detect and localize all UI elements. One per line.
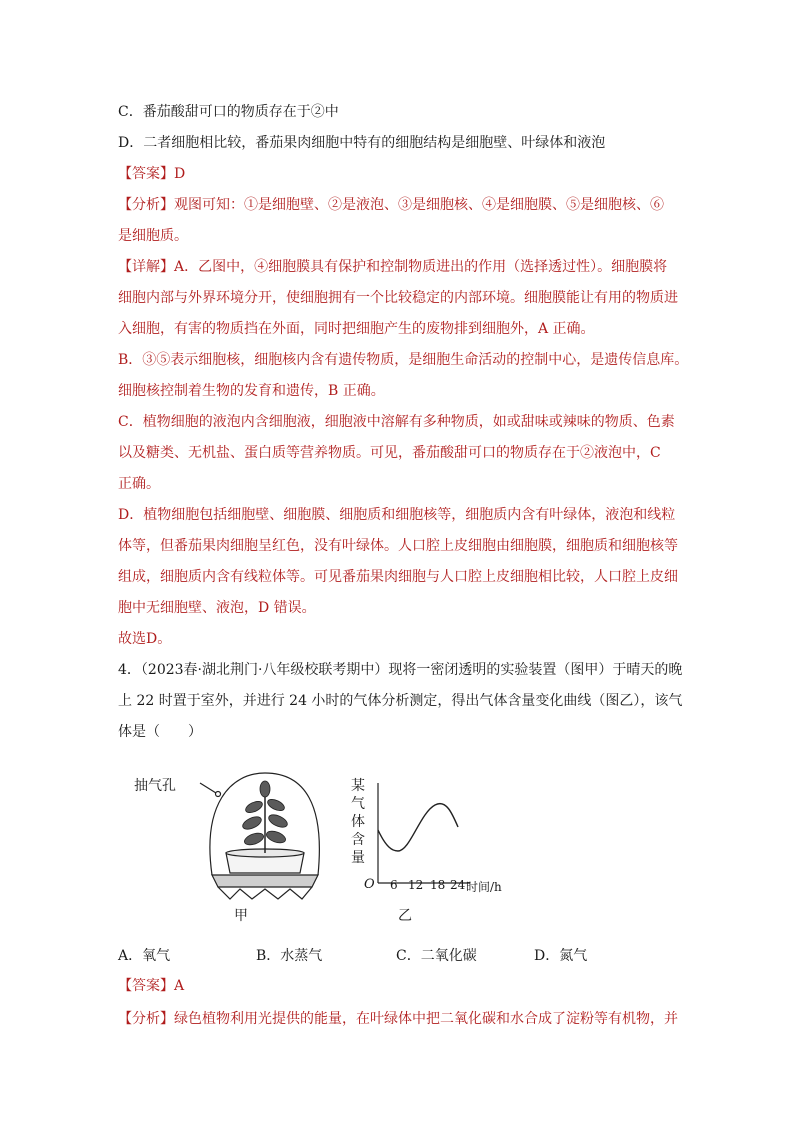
detail-d-line-3: 组成，细胞质内含有线粒体等。可见番茄果肉细胞与人口腔上皮细胞相比较，人口腔上皮细 — [118, 569, 678, 585]
answer-value-2: A — [174, 978, 185, 994]
gas-content-graph — [378, 783, 470, 883]
figure-b-label: 乙 — [398, 908, 412, 924]
gas-curve — [378, 804, 458, 851]
question-4-line-3: 体是（ ） — [118, 724, 202, 740]
answer-line-2 — [118, 976, 678, 996]
bell-jar-apparatus — [200, 773, 319, 899]
vent-tube — [200, 783, 216, 793]
analysis-text-1: 观图可知：①是细胞壁、②是液泡、③是细胞核、④是细胞膜、⑤是细胞核、⑥ — [174, 197, 664, 213]
figure-a-label: 甲 — [234, 908, 248, 924]
analysis-text-2: 绿色植物利用光提供的能量，在叶绿体中把二氧化碳和水合成了淀粉等有机物，并 — [174, 1011, 678, 1027]
x-tick-6: 6 — [390, 878, 398, 892]
question-4-line-1: 4．（2023春·湖北荆门·八年级校联考期中）现将一密闭透明的实验装置（图甲）于晴天的晚 — [118, 662, 683, 678]
option-c-q4: C．二氧化碳 — [396, 948, 477, 964]
analysis-line-2: 是细胞质。 — [118, 228, 188, 244]
y-axis-label-char: 气 — [351, 796, 365, 812]
detail-line-1 — [118, 257, 678, 277]
x-tick-18: 18 — [430, 878, 446, 892]
detail-tag: 【详解】 — [118, 259, 174, 275]
detail-line-2: 细胞内部与外界环境分开，使细胞拥有一个比较稳定的内部环境。细胞膜能让有用的物质进 — [118, 290, 678, 306]
answer-tag: 【答案】 — [118, 166, 174, 182]
answer-tag-2: 【答案】 — [118, 978, 174, 994]
option-a: A．氧气 — [118, 948, 171, 964]
y-axis-label-char: 含 — [351, 832, 365, 848]
x-axis-unit: 时间/h — [466, 880, 502, 894]
detail-b-line-1: B．③⑤表示细胞核，细胞核内含有遗传物质，是细胞生命活动的控制中心，是遗传信息库。 — [118, 352, 689, 368]
option-d: D．二者细胞相比较，番茄果肉细胞中特有的细胞结构是细胞壁、叶绿体和液泡 — [118, 135, 606, 151]
base-plate — [212, 875, 318, 887]
detail-c-line-2: 以及糖类、无机盐、蛋白质等营养物质。可见，番茄酸甜可口的物质存在于②液泡中，C — [118, 445, 661, 461]
analysis-tag-2: 【分析】 — [118, 1011, 174, 1027]
option-c: C．番茄酸甜可口的物质存在于②中 — [118, 104, 339, 120]
x-tick-12: 12 — [408, 878, 424, 892]
option-d-q4: D．氮气 — [534, 948, 588, 964]
analysis-tag: 【分析】 — [118, 197, 174, 213]
base-skirt — [218, 887, 312, 899]
vent-hole-label: 抽气孔 — [134, 778, 176, 794]
detail-line-3: 入细胞，有害的物质挡在外面，同时把细胞产生的废物排到细胞外，A 正确。 — [118, 321, 595, 337]
detail-c-line-3: 正确。 — [118, 476, 160, 492]
detail-text-1: A．乙图中，④细胞膜具有保护和控制物质进出的作用（选择透过性）。细胞膜将 — [174, 259, 668, 275]
vent-hole — [216, 792, 221, 797]
answer-line — [118, 164, 678, 184]
question-4-line-2: 上 22 时置于室外，并进行 24 小时的气体分析测定，得出气体含量变化曲线（图乙），该气 — [118, 693, 683, 709]
detail-b-line-2: 细胞核控制着生物的发育和遗传，B 正确。 — [118, 383, 385, 399]
detail-d-line-1: D．植物细胞包括细胞壁、细胞膜、细胞质和细胞核等，细胞质内含有叶绿体，液泡和线粒 — [118, 507, 676, 523]
conclusion: 故选D。 — [118, 631, 172, 647]
detail-d-line-2: 体等，但番茄果肉细胞呈红色，没有叶绿体。人口腔上皮细胞由细胞膜，细胞质和细胞核等 — [118, 538, 678, 554]
detail-d-line-4: 胞中无细胞壁、液泡，D 错误。 — [118, 600, 316, 616]
analysis-line-1 — [118, 195, 678, 215]
question-figure — [130, 765, 510, 930]
y-axis-label-char: 体 — [351, 814, 365, 830]
detail-c-line-1: C．植物细胞的液泡内含细胞液，细胞液中溶解有多种物质，如或甜味或辣味的物质、色素 — [118, 414, 675, 430]
analysis-2-line-1 — [118, 1009, 678, 1029]
option-b: B．水蒸气 — [256, 948, 323, 964]
figure-svg — [130, 765, 510, 930]
y-axis-label-char: 某 — [351, 778, 365, 794]
answer-value: D — [174, 166, 186, 182]
y-axis-label-char: 量 — [351, 850, 365, 866]
x-tick-24: 24 — [450, 878, 466, 892]
origin-label: O — [364, 877, 375, 892]
y-axis-label — [348, 777, 368, 867]
